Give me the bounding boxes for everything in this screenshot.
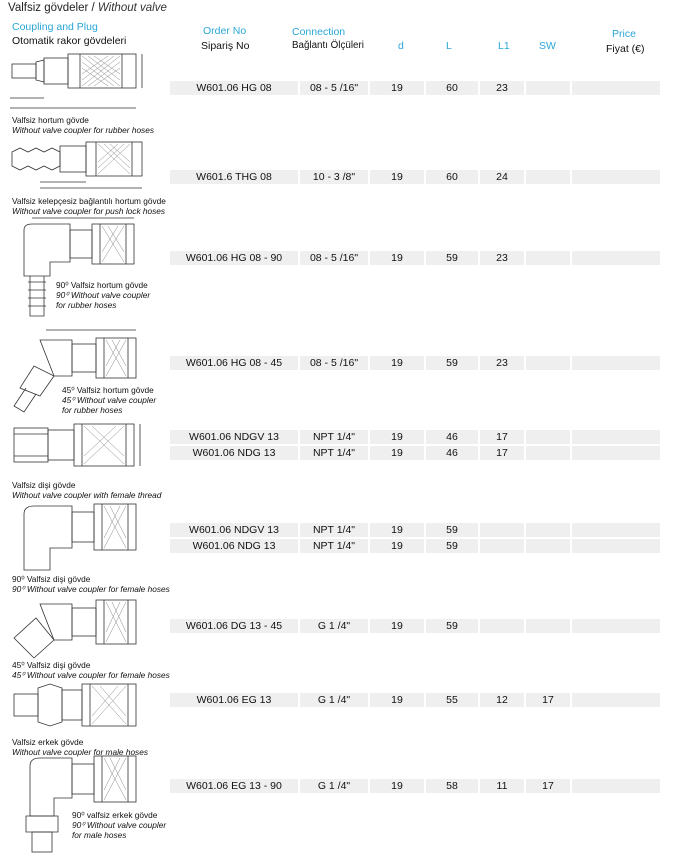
cell-L1 [480,523,524,537]
cell-d: 19 [370,170,424,184]
caption [12,737,148,757]
cell-order: W601.6 THG 08 [170,170,298,184]
caption-en: for rubber hoses [56,300,117,310]
cell-L1: 17 [480,446,524,460]
cell-SW [526,81,570,95]
cell-d: 19 [370,446,424,460]
cell-conn: G 1 /4" [300,619,368,633]
table-row [170,693,660,707]
cell-L1: 23 [480,251,524,265]
cell-SW: 17 [526,779,570,793]
cell-L: 59 [426,539,478,553]
cell-conn: 08 - 5 /16" [300,356,368,370]
table-row [170,81,660,95]
caption-en: 45⁰ Without valve coupler for female hoses [12,670,170,680]
cell-order: W601.06 HG 08 - 45 [170,356,298,370]
cell-L: 46 [426,446,478,460]
subtitle-en: Coupling and Plug [12,21,98,33]
coupler-drawing-45-female [10,594,160,658]
caption-en: Without valve coupler for rubber hoses [12,125,154,135]
caption-en: Without valve coupler for push lock hoses [12,206,166,216]
cell-L: 58 [426,779,478,793]
cell-L: 46 [426,430,478,444]
cell-L: 60 [426,170,478,184]
cell-price [572,81,660,95]
title-tr: Valfsiz gövdeler [8,2,89,14]
col-L: L [446,40,452,52]
cell-L1: 24 [480,170,524,184]
cell-d: 19 [370,539,424,553]
coupler-drawing-90-hose [10,220,160,330]
table-row [170,251,660,265]
cell-order: W601.06 NDGV 13 [170,523,298,537]
caption-tr: 45⁰ Valfsiz hortum gövde [62,385,154,395]
cell-SW [526,430,570,444]
caption-en: Without valve coupler for male hoses [12,747,148,757]
table-row [170,523,660,537]
subtitle-tr: Otomatik rakor gövdeleri [12,35,127,47]
caption-en: for male hoses [72,830,127,840]
cell-L: 55 [426,693,478,707]
caption-en: 90⁰ Without valve coupler [72,820,167,830]
caption-en: 45⁰ Without valve coupler [62,395,157,405]
cell-d: 19 [370,523,424,537]
caption-tr: Valfsiz hortum gövde [12,115,89,125]
caption-en: 90⁰ Without valve coupler [56,290,151,300]
cell-L1: 11 [480,779,524,793]
coupler-drawing-male [10,680,160,736]
cell-conn: G 1 /4" [300,779,368,793]
col-SW: SW [539,40,556,52]
cell-price [572,430,660,444]
cell-order: W601.06 HG 08 - 90 [170,251,298,265]
cell-d: 19 [370,619,424,633]
cell-d: 19 [370,81,424,95]
caption-tr: 90⁰ Valfsiz dişi gövde [12,574,91,584]
cell-SW [526,539,570,553]
page-title: Valfsiz gövdeler / Without valve [8,2,167,14]
table-row [170,170,660,184]
cell-L1: 23 [480,81,524,95]
cell-SW [526,446,570,460]
table-row [170,356,660,370]
cell-order: W601.06 EG 13 - 90 [170,779,298,793]
cell-conn: NPT 1/4" [300,523,368,537]
caption [12,480,161,500]
caption [12,115,154,135]
cell-conn: NPT 1/4" [300,539,368,553]
cell-price [572,356,660,370]
col-conn-tr: Bağlantı Ölçüleri [292,40,364,51]
cell-SW [526,251,570,265]
cell-price [572,446,660,460]
col-price-en: Price [612,28,636,40]
cell-L: 59 [426,356,478,370]
caption-en: Without valve coupler with female thread [12,490,162,500]
caption-en: 90⁰ Without valve coupler for female hoses [12,584,170,594]
coupler-drawing-90-male [10,752,160,858]
cell-SW [526,523,570,537]
caption [12,660,170,680]
cell-d: 19 [370,356,424,370]
caption-en: for rubber hoses [62,405,123,415]
caption [12,574,170,594]
cell-conn: 08 - 5 /16" [300,251,368,265]
cell-conn: NPT 1/4" [300,446,368,460]
caption [56,280,150,310]
cell-SW [526,170,570,184]
cell-price [572,693,660,707]
cell-conn: G 1 /4" [300,693,368,707]
cell-SW [526,356,570,370]
cell-L1: 23 [480,356,524,370]
caption-tr: 90⁰ valfsiz erkek gövde [72,810,158,820]
cell-price [572,619,660,633]
cell-d: 19 [370,251,424,265]
cell-SW: 17 [526,693,570,707]
cell-order: W601.06 HG 08 [170,81,298,95]
cell-d: 19 [370,430,424,444]
cell-price [572,523,660,537]
cell-L: 59 [426,619,478,633]
cell-L: 59 [426,251,478,265]
cell-L1 [480,619,524,633]
caption-tr: Valfsiz kelepçesiz bağlantılı hortum gövde [12,196,166,206]
caption [62,385,156,415]
cell-L1 [480,539,524,553]
caption-tr: 45⁰ Valfsiz dişi gövde [12,660,91,670]
cell-order: W601.06 NDG 13 [170,446,298,460]
caption [12,196,166,216]
caption-tr: 90⁰ Valfsiz hortum gövde [56,280,148,290]
cell-d: 19 [370,693,424,707]
cell-order: W601.06 NDG 13 [170,539,298,553]
table-row [170,539,660,553]
cell-order: W601.06 DG 13 - 45 [170,619,298,633]
cell-L1: 12 [480,693,524,707]
cell-conn: 10 - 3 /8" [300,170,368,184]
coupler-drawing-90-female [10,500,160,576]
cell-L1: 17 [480,430,524,444]
col-L1: L1 [498,40,510,52]
cell-price [572,170,660,184]
coupler-drawing-push-lock [10,140,160,190]
col-price-tr: Fiyat (€) [606,43,645,55]
cell-d: 19 [370,779,424,793]
title-en: Without valve [97,2,167,14]
cell-price [572,539,660,553]
coupler-drawing-female-thread [10,420,160,476]
cell-order: W601.06 NDGV 13 [170,430,298,444]
table-row [170,446,660,460]
col-order-tr: Sipariş No [201,40,250,52]
cell-L: 59 [426,523,478,537]
caption-tr: Valfsiz erkek gövde [12,737,84,747]
cell-price [572,779,660,793]
cell-price [572,251,660,265]
col-order-en: Order No [203,25,247,37]
cell-conn: NPT 1/4" [300,430,368,444]
col-conn-en: Connection [292,26,346,38]
caption-tr: Valfsiz dişi gövde [12,480,76,490]
coupler-drawing-straight-hose [10,52,160,112]
cell-conn: 08 - 5 /16" [300,81,368,95]
col-d: d [398,40,404,52]
cell-L: 60 [426,81,478,95]
cell-SW [526,619,570,633]
table-row [170,779,660,793]
caption [72,810,166,840]
table-row [170,430,660,444]
table-row [170,619,660,633]
cell-order: W601.06 EG 13 [170,693,298,707]
